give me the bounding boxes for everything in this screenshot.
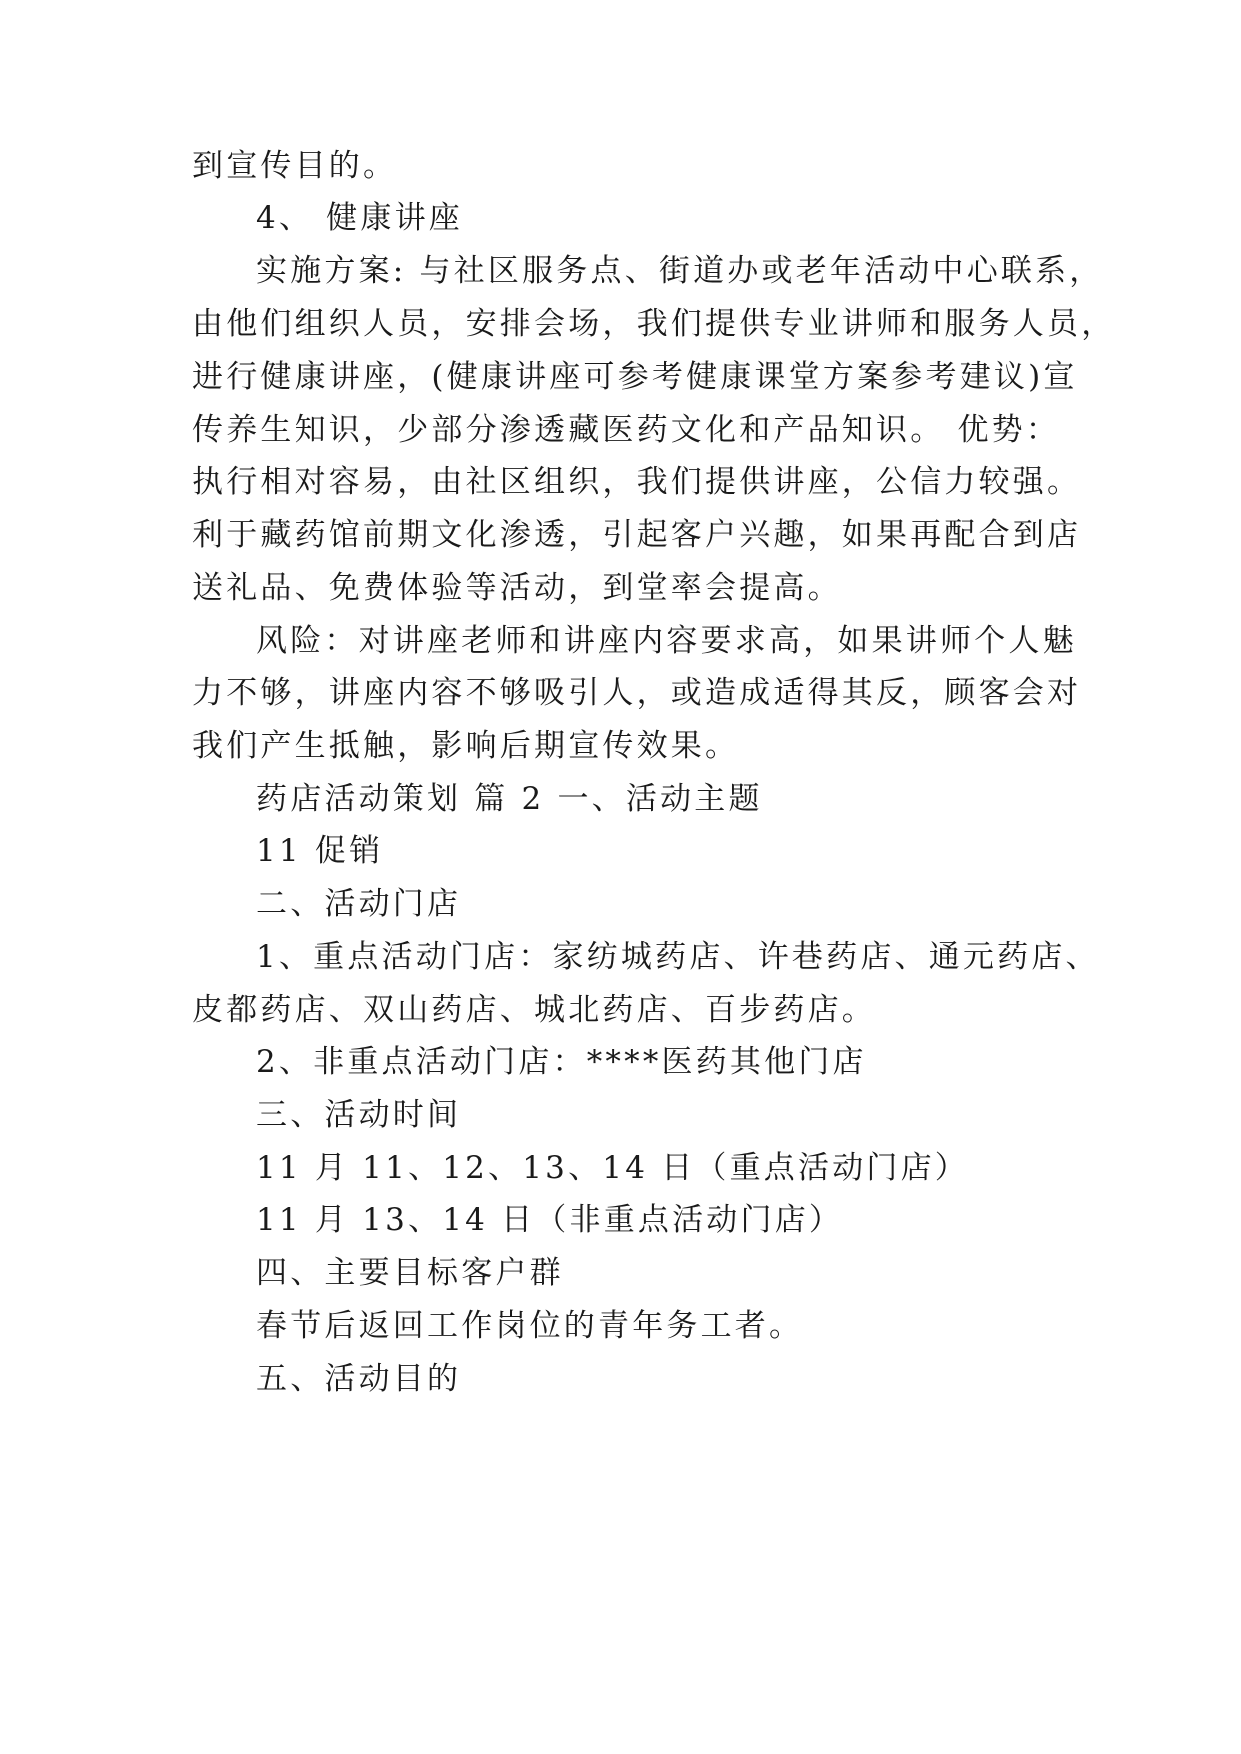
- article-title: 药店活动策划 篇 2 一、活动主题: [256, 781, 763, 817]
- paragraph-line: 实施方案: 与社区服务点、街道办或老年活动中心联系，: [256, 253, 1104, 289]
- section-heading: 四、主要目标客户群: [256, 1255, 564, 1291]
- paragraph-line: 利于藏药馆前期文化渗透，引起客户兴趣，如果再配合到店: [192, 517, 1082, 553]
- paragraph-line: 1、重点活动门店：家纺城药店、许巷药店、通元药店、: [256, 939, 1100, 975]
- paragraph-line: 力不够，讲座内容不够吸引人，或造成适得其反，顾客会对: [192, 675, 1082, 711]
- section-heading: 三、活动时间: [256, 1097, 462, 1133]
- paragraph-line: 到宣传目的。: [192, 148, 398, 184]
- paragraph-line: 送礼品、免费体验等活动，到堂率会提高。: [192, 570, 842, 606]
- section-heading: 二、活动门店: [256, 886, 462, 922]
- paragraph-line: 风险：对讲座老师和讲座内容要求高，如果讲师个人魅: [256, 623, 1077, 659]
- paragraph-line: 春节后返回工作岗位的青年务工者。: [256, 1308, 804, 1344]
- paragraph-line: 2、非重点活动门店：****医药其他门店: [256, 1044, 867, 1080]
- paragraph-line: 11 促销: [256, 833, 384, 869]
- paragraph-line: 由他们组织人员，安排会场，我们提供专业讲师和服务人员，: [192, 306, 1116, 342]
- paragraph-line: 传养生知识，少部分渗透藏医药文化和产品知识。 优势：: [192, 412, 1061, 448]
- paragraph-line: 我们产生抵触，影响后期宣传效果。: [192, 728, 740, 764]
- paragraph-line: 执行相对容易，由社区组织，我们提供讲座，公信力较强。: [192, 464, 1082, 500]
- paragraph-line: 11 月 11、12、13、14 日（重点活动门店）: [256, 1150, 969, 1186]
- section-heading: 4、 健康讲座: [256, 200, 463, 236]
- section-heading: 五、活动目的: [256, 1361, 462, 1397]
- paragraph-line: 皮都药店、双山药店、城北药店、百步药店。: [192, 992, 876, 1028]
- paragraph-line: 11 月 13、14 日（非重点活动门店）: [256, 1202, 844, 1238]
- paragraph-line: 进行健康讲座，(健康讲座可参考健康课堂方案参考建议)宣: [192, 359, 1078, 395]
